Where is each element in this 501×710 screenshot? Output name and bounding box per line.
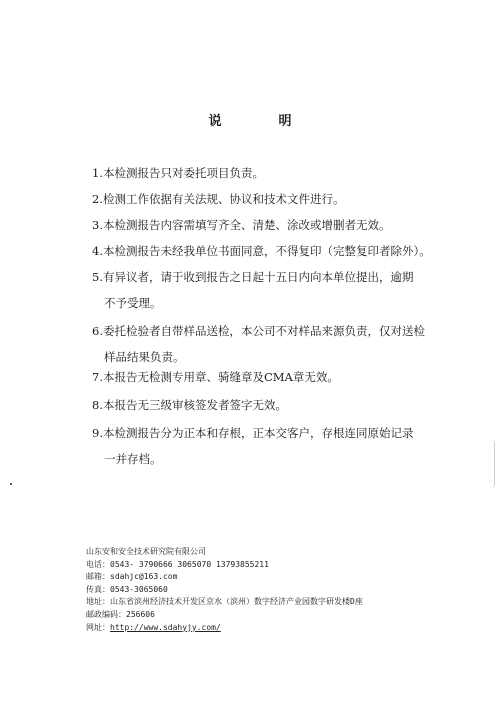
list-item: 7.本报告无检测专用章、骑缝章及CMA章无效。 bbox=[92, 370, 339, 384]
list-item: 3.本检测报告内容需填写齐全、清楚、涂改或增删者无效。 bbox=[92, 218, 391, 232]
list-item-continuation: 样品结果负责。 bbox=[104, 350, 185, 364]
website-label: 网址： bbox=[86, 622, 110, 632]
list-item: 8.本报告无三级审核签发者签字无效。 bbox=[92, 398, 287, 412]
address-line: 地址：山东省滨州经济技术开发区京水（滨州）数字经济产业园数字研发楼D座 bbox=[86, 597, 363, 607]
fax-line: 传真：0543-3065060 bbox=[86, 584, 168, 594]
email-line: 邮箱：sdahjc@163.com bbox=[86, 572, 178, 582]
website-line bbox=[86, 622, 363, 635]
list-item: 2.检测工作依据有关法规、协议和技术文件进行。 bbox=[92, 192, 345, 206]
scan-dot bbox=[10, 483, 12, 485]
page-title bbox=[0, 110, 501, 129]
title-char-right: 明 bbox=[278, 114, 293, 129]
list-item-continuation: 一并存档。 bbox=[104, 452, 162, 466]
company-name: 山东安和安全技术研究院有限公司 bbox=[86, 547, 206, 556]
list-item: 4.本检测报告未经我单位书面同意，不得复印（完整复印者除外）。 bbox=[92, 244, 431, 258]
website-link[interactable]: http://www.sdahyjy.com/ bbox=[110, 622, 221, 632]
list-item: 9.本检测报告分为正本和存根，正本交客户，存根连同原始记录 bbox=[92, 426, 414, 440]
page-edge-mark bbox=[491, 440, 495, 488]
list-item: 6.委托检验者自带样品送检，本公司不对样品来源负责，仅对送检 bbox=[92, 324, 425, 338]
list-item: 5.有异议者，请于收到报告之日起十五日内向本单位提出，逾期 bbox=[92, 270, 414, 284]
title-char-left: 说 bbox=[208, 114, 223, 129]
phone-line: 电话：0543- 3790666 3065070 13793855211 bbox=[86, 559, 269, 569]
list-item-continuation: 不予受理。 bbox=[104, 296, 162, 310]
contact-footer bbox=[86, 546, 363, 634]
postcode-line: 邮政编码：256606 bbox=[86, 609, 155, 619]
list-item: 1.本检测报告只对委托项目负责。 bbox=[92, 166, 264, 180]
